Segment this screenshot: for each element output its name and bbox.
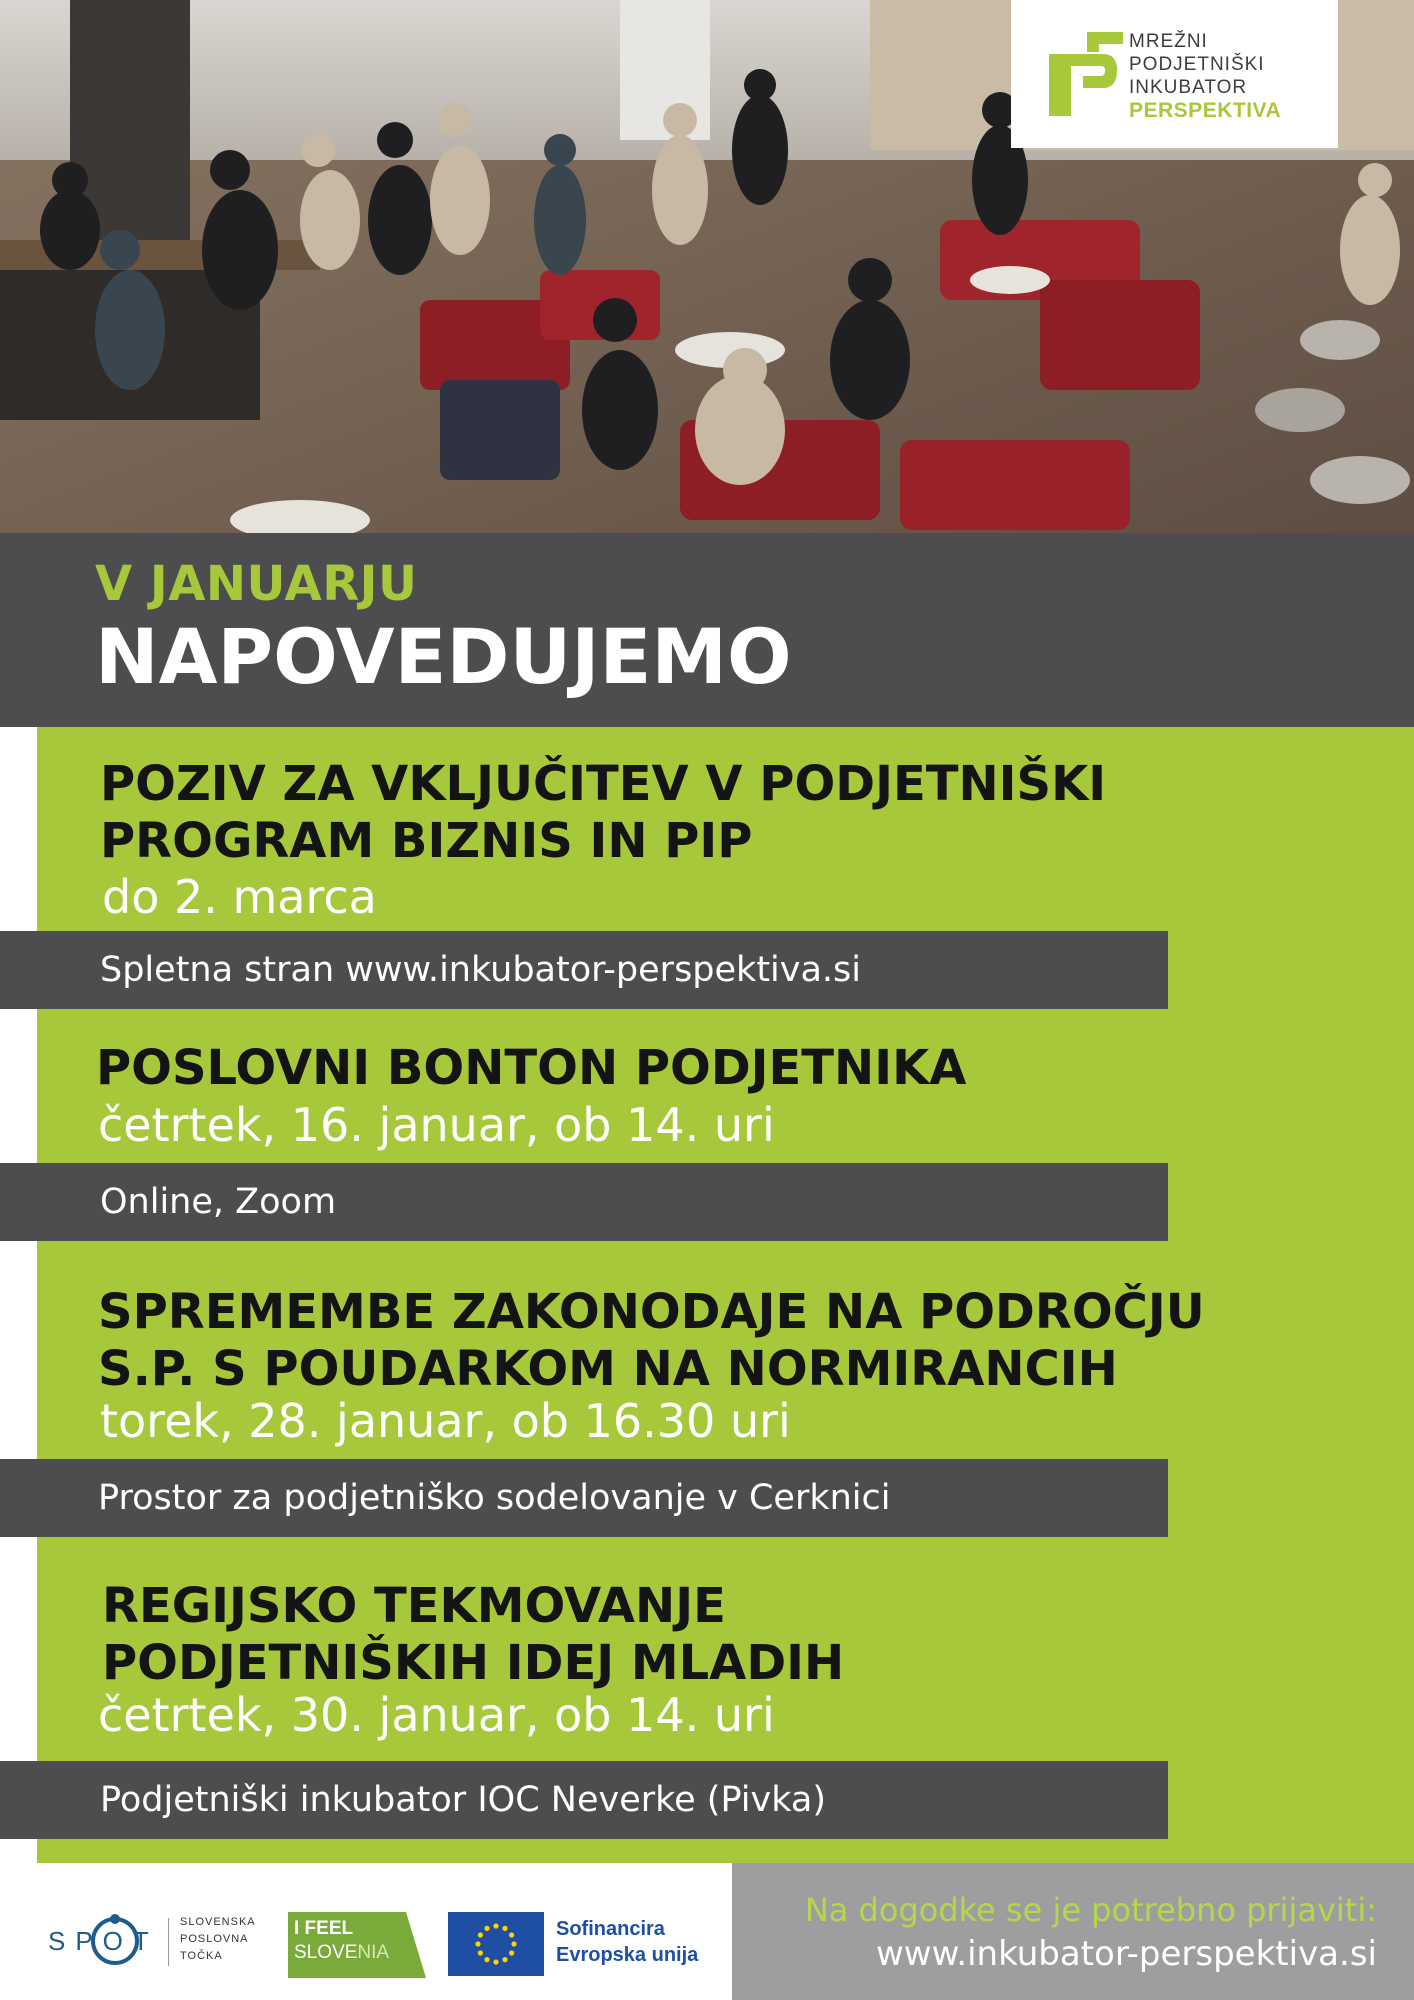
event-2-title-line-1: POSLOVNI BONTON PODJETNIKA	[96, 1040, 967, 1096]
spot-divider	[168, 1918, 169, 1966]
event-2-location-bar	[0, 1163, 1168, 1241]
registration-url[interactable]: www.inkubator-perspektiva.si	[875, 1934, 1377, 1974]
logo-line-3: INKUBATOR	[1129, 77, 1248, 98]
event-4-date: četrtek, 30. januar, ob 14. uri	[98, 1688, 775, 1742]
spot-subtitle-line-1: SLOVENSKA	[180, 1916, 256, 1928]
slovenia-text	[294, 1942, 389, 1964]
header-title: NAPOVEDUJEMO	[95, 612, 792, 701]
spot-subtitle	[180, 1914, 256, 1965]
event-4	[0, 1538, 1414, 1838]
perspektiva-logo-icon	[1047, 30, 1125, 120]
event-1	[0, 727, 1414, 1010]
event-3-title-line-1: SPREMEMBE ZAKONODAJE NA PODROČJU	[98, 1284, 1205, 1340]
eu-text-line-1: Sofinancira	[556, 1918, 665, 1940]
logo-text	[1129, 30, 1281, 122]
event-4-location-bar	[0, 1761, 1168, 1839]
event-1-date: do 2. marca	[102, 870, 377, 924]
event-3-location-bar	[0, 1459, 1168, 1537]
event-4-title-line-1: REGIJSKO TEKMOVANJE	[102, 1578, 726, 1634]
spot-subtitle-line-2: POSLOVNA	[180, 1933, 249, 1945]
footer-registration	[732, 1863, 1414, 2000]
spot-word: SPOT	[48, 1926, 159, 1956]
event-3	[0, 1242, 1414, 1538]
event-3-title	[98, 1284, 1205, 1398]
event-3-date: torek, 28. januar, ob 16.30 uri	[100, 1394, 791, 1448]
event-1-title-line-1: POZIV ZA VKLJUČITEV V PODJETNIŠKI	[100, 756, 1107, 812]
slovenia-text-a: SLOVE	[294, 1942, 358, 1963]
event-2	[0, 1010, 1414, 1242]
header-month: V JANUARJU	[95, 556, 418, 612]
event-1-location-bar	[0, 931, 1168, 1009]
event-4-title	[102, 1578, 844, 1692]
i-feel-text: I FEEL	[294, 1918, 354, 1939]
event-2-location: Online, Zoom	[100, 1182, 337, 1222]
event-1-location: Spletna stran www.inkubator-perspektiva.si	[100, 950, 862, 990]
event-4-title-line-2: PODJETNIŠKIH IDEJ MLADIH	[102, 1635, 845, 1691]
eu-cofunding-text	[556, 1916, 698, 1968]
eu-flag	[448, 1912, 544, 1976]
eu-stars-icon	[448, 1912, 544, 1976]
event-3-location: Prostor za podjetniško sodelovanje v Cerknici	[98, 1478, 891, 1518]
event-3-title-line-2: S.P. S POUDARKOM NA NORMIRANCIH	[98, 1341, 1118, 1397]
spot-logo	[48, 1912, 258, 1972]
logo-line-4: PERSPEKTIVA	[1129, 99, 1282, 122]
event-4-location: Podjetniški inkubator IOC Neverke (Pivka)	[100, 1780, 826, 1820]
perspektiva-logo	[1011, 0, 1338, 148]
slovenia-text-b: NIA	[357, 1942, 390, 1963]
registration-label: Na dogodke se je potrebno prijaviti:	[804, 1891, 1377, 1929]
event-1-title-line-2: PROGRAM BIZNIS IN PIP	[100, 813, 753, 869]
eu-text-line-2: Evropska unija	[556, 1944, 699, 1966]
event-1-title	[100, 756, 1106, 870]
logo-line-2: PODJETNIŠKI	[1129, 54, 1265, 75]
i-feel-slovenia-logo	[288, 1912, 426, 1978]
event-2-date: četrtek, 16. januar, ob 14. uri	[98, 1098, 775, 1152]
event-2-title	[96, 1040, 966, 1097]
logo-line-1: MREŽNI	[1129, 31, 1208, 52]
spot-subtitle-line-3: TOČKA	[180, 1950, 223, 1962]
